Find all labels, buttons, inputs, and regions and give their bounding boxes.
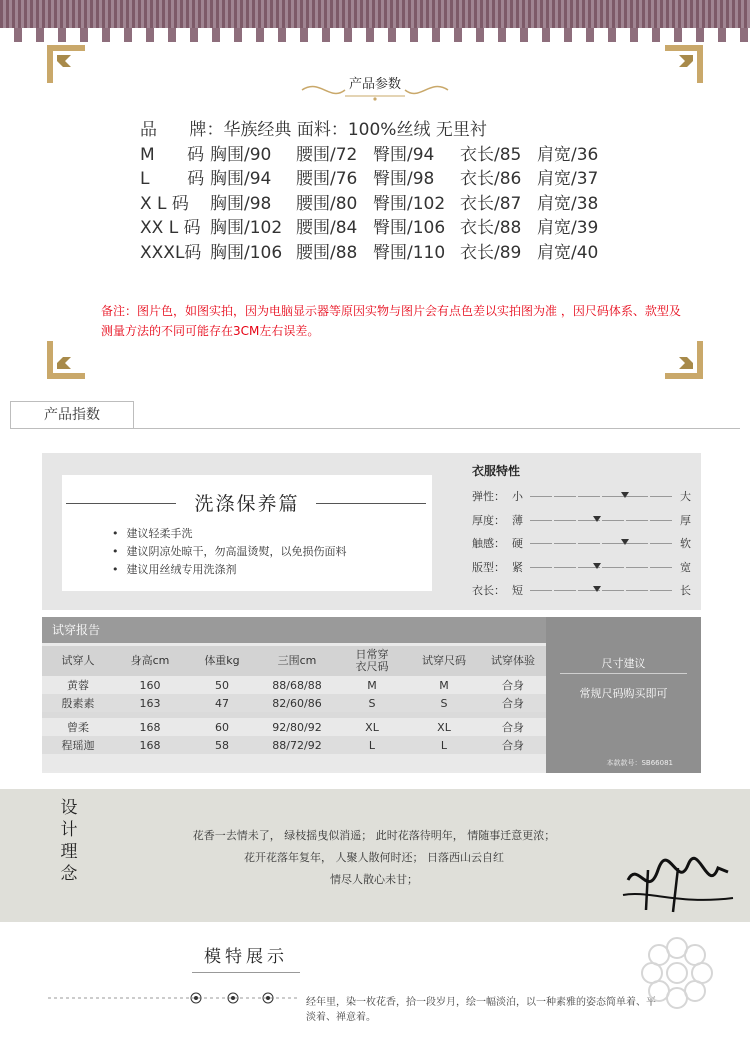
table-cell: 168 <box>114 718 186 736</box>
table-cell: 82/60/86 <box>258 694 336 712</box>
length-cell: 衣长/85 <box>460 144 522 165</box>
scale-marker-icon <box>593 516 601 522</box>
spec-row <box>140 167 598 192</box>
feature-label: 弹性： <box>472 490 505 503</box>
table-cell: 60 <box>186 718 258 736</box>
feature-row <box>472 488 692 504</box>
signature-icon <box>618 850 736 920</box>
column-header: 试穿人 <box>42 646 114 676</box>
size-cell: L 码 <box>140 169 205 189</box>
table-cell: 黄蓉 <box>42 676 114 694</box>
page-title: 产品参数 <box>348 77 401 92</box>
scale-segment <box>626 567 648 568</box>
column-header: 体重kg <box>186 646 258 676</box>
feature-low: 紧 <box>512 560 523 574</box>
feature-scale <box>526 491 676 501</box>
shoulder-cell: 肩宽/36 <box>537 144 599 165</box>
hip-cell: 臀围/102 <box>373 193 446 214</box>
feature-row <box>472 512 692 528</box>
poem-line: 情尽人散心未甘； <box>330 873 418 886</box>
chest-cell: 胸围/102 <box>210 218 283 238</box>
feature-low: 硬 <box>512 537 523 550</box>
scale-segment <box>530 520 552 521</box>
table-cell: 合身 <box>480 718 546 736</box>
brand-row <box>140 118 598 143</box>
scale-segment <box>650 567 672 568</box>
scale-segment <box>650 520 672 521</box>
waist-cell: 腰围/88 <box>296 242 358 263</box>
table-cell: 殷素素 <box>42 694 114 712</box>
feature-label: 触感： <box>472 537 505 550</box>
table-cell: 163 <box>114 694 186 712</box>
flower-ornament-icon <box>622 918 732 1028</box>
scale-segment <box>530 543 552 544</box>
length-cell: 衣长/88 <box>460 218 522 238</box>
scale-segment <box>626 520 648 521</box>
divider <box>10 428 740 429</box>
care-item: • 建议用丝绒专用洗涤剂 <box>112 561 347 579</box>
table-row <box>42 676 546 694</box>
scale-segment <box>554 590 576 591</box>
table-row <box>42 694 546 712</box>
scale-segment <box>578 496 600 497</box>
scale-segment <box>602 520 624 521</box>
chest-cell: 胸围/90 <box>210 144 272 165</box>
waist-cell: 腰围/76 <box>296 169 358 189</box>
table-cell: 168 <box>114 736 186 754</box>
length-cell: 衣长/87 <box>460 193 522 214</box>
spec-row <box>140 241 598 266</box>
scale-segment <box>530 567 552 568</box>
feature-high: 宽 <box>680 560 691 574</box>
features-title: 衣服特性 <box>472 464 521 478</box>
feature-scale <box>526 538 676 548</box>
care-item: • 建议阴凉处晾干，勿高温烫熨，以免损伤面料 <box>112 543 347 561</box>
top-banner-edge <box>0 28 750 42</box>
feature-label: 衣长： <box>472 584 505 597</box>
feature-scale <box>526 562 676 572</box>
design-label <box>52 797 86 885</box>
scale-segment <box>530 590 552 591</box>
model-text: 经年里，染一枚花香，拾一段岁月，绘一幅淡泊，以一种素雅的姿态简单着、平淡着、禅意着。 <box>306 997 656 1023</box>
spec-table <box>140 118 598 265</box>
table-cell: 曾柔 <box>42 718 114 736</box>
corner-ornament-icon <box>45 337 89 381</box>
feature-high: 软 <box>680 537 691 550</box>
feature-scale <box>526 585 676 595</box>
scale-marker-icon <box>593 563 601 569</box>
waist-cell: 腰围/84 <box>296 218 358 238</box>
scale-segment <box>602 567 624 568</box>
column-header: 三围cm <box>258 646 336 676</box>
corner-ornament-icon <box>661 337 705 381</box>
disclaimer-note: 备注：图片色，如图实拍，因为电脑显示器等原因实物与图片会有点色差以实拍图为准 ，因尺码体系、款型及测量方法的不同可能存在3CM左右误差。 <box>101 304 681 338</box>
chest-cell: 胸围/94 <box>210 169 272 189</box>
table-cell: 合身 <box>480 694 546 712</box>
table-filler <box>42 754 546 771</box>
divider <box>560 673 687 674</box>
scale-segment <box>530 496 552 497</box>
table-cell: 程瑶迦 <box>42 736 114 754</box>
design-char: 设 <box>60 798 78 818</box>
care-title: 洗涤保养篇 <box>194 493 300 515</box>
scale-segment <box>650 543 672 544</box>
table-cell: M <box>408 676 480 694</box>
column-header: 试穿体验 <box>480 646 546 676</box>
column-header: 日常穿 衣尺码 <box>336 646 408 676</box>
table-cell: 92/80/92 <box>258 718 336 736</box>
spec-row <box>140 192 598 217</box>
design-char: 念 <box>60 864 78 884</box>
scale-segment <box>626 496 648 497</box>
table-cell: S <box>336 694 408 712</box>
product-code: 本款款号：SB66081 <box>606 759 673 767</box>
feature-low: 小 <box>512 490 523 503</box>
feature-row <box>472 582 692 598</box>
care-item: • 建议轻柔手洗 <box>112 525 347 543</box>
feature-scale <box>526 515 676 525</box>
size-cell: XX L 码 <box>140 218 201 238</box>
report-title: 试穿报告 <box>42 617 546 643</box>
table-cell: L <box>336 736 408 754</box>
length-cell: 衣长/89 <box>460 242 522 263</box>
scale-segment <box>554 543 576 544</box>
shoulder-cell: 肩宽/38 <box>537 193 599 214</box>
table-cell: 合身 <box>480 736 546 754</box>
feature-label: 版型： <box>472 560 505 574</box>
chest-cell: 胸围/106 <box>210 242 283 263</box>
table-cell: 47 <box>186 694 258 712</box>
table-cell: XL <box>408 718 480 736</box>
chest-cell: 胸围/98 <box>210 193 272 214</box>
report-table <box>42 646 546 771</box>
shoulder-cell: 肩宽/39 <box>537 218 599 238</box>
poem-line: 花开花落年复年， 人聚人散何时还； 日落西山云自红 <box>244 851 504 864</box>
brand-text: 华族经典 面料：100%丝绒 无里衬 <box>223 120 487 140</box>
brand-label: 品 牌 <box>140 120 207 140</box>
scale-segment <box>626 543 648 544</box>
table-row <box>42 718 546 736</box>
tab-product-index: 产品指数 <box>10 401 134 428</box>
table-cell: 50 <box>186 676 258 694</box>
scale-segment <box>554 496 576 497</box>
feature-row <box>472 559 692 575</box>
size-advice-panel <box>546 617 701 773</box>
scale-segment <box>554 567 576 568</box>
scale-marker-icon <box>621 539 629 545</box>
feature-row <box>472 535 692 551</box>
size-cell: M 码 <box>140 144 205 165</box>
poem-line: 花香一去情未了， 绿枝摇曳似消遥； 此时花落待明年， 情随事迁意更浓； <box>192 829 556 842</box>
feature-high: 厚 <box>680 513 691 527</box>
scale-segment <box>626 590 648 591</box>
brand-sep: ： <box>206 120 224 140</box>
waist-cell: 腰围/80 <box>296 193 358 214</box>
design-poem <box>144 825 604 891</box>
table-cell: 88/72/92 <box>258 736 336 754</box>
size-cell: X L 码 <box>140 193 189 214</box>
length-cell: 衣长/86 <box>460 169 522 189</box>
size-cell: XXXL码 <box>140 242 202 263</box>
scale-segment <box>602 590 624 591</box>
feature-low: 薄 <box>512 513 523 527</box>
size-advice-title: 尺寸建议 <box>601 657 646 670</box>
table-cell: S <box>408 694 480 712</box>
hip-cell: 臀围/94 <box>373 144 435 165</box>
design-char: 计 <box>60 820 78 840</box>
feature-high: 大 <box>680 490 691 503</box>
table-cell: 88/68/88 <box>258 676 336 694</box>
shoulder-cell: 肩宽/40 <box>537 242 599 263</box>
scale-marker-icon <box>593 586 601 592</box>
model-title: 模特展示 <box>192 943 300 973</box>
table-cell: 58 <box>186 736 258 754</box>
scale-marker-icon <box>621 492 629 498</box>
table-cell: L <box>408 736 480 754</box>
scale-segment <box>554 520 576 521</box>
hip-cell: 臀围/110 <box>373 242 446 263</box>
waist-cell: 腰围/72 <box>296 144 358 165</box>
scale-segment <box>650 590 672 591</box>
table-cell: 160 <box>114 676 186 694</box>
table-cell: 合身 <box>480 676 546 694</box>
table-cell: XL <box>336 718 408 736</box>
size-advice-text: 常规尺码购买即可 <box>579 687 668 700</box>
feature-label: 厚度： <box>472 513 505 527</box>
scale-segment <box>578 543 600 544</box>
column-header: 身高cm <box>114 646 186 676</box>
feature-high: 长 <box>680 584 691 597</box>
shoulder-cell: 肩宽/37 <box>537 169 599 189</box>
hip-cell: 臀围/98 <box>373 169 435 189</box>
spec-row <box>140 216 598 241</box>
care-list <box>112 525 347 579</box>
hip-cell: 臀围/106 <box>373 218 446 238</box>
scale-segment <box>650 496 672 497</box>
table-cell: M <box>336 676 408 694</box>
spec-row <box>140 143 598 168</box>
feature-low: 短 <box>512 584 523 597</box>
design-char: 理 <box>60 842 78 862</box>
table-row <box>42 736 546 754</box>
column-header: 试穿尺码 <box>408 646 480 676</box>
